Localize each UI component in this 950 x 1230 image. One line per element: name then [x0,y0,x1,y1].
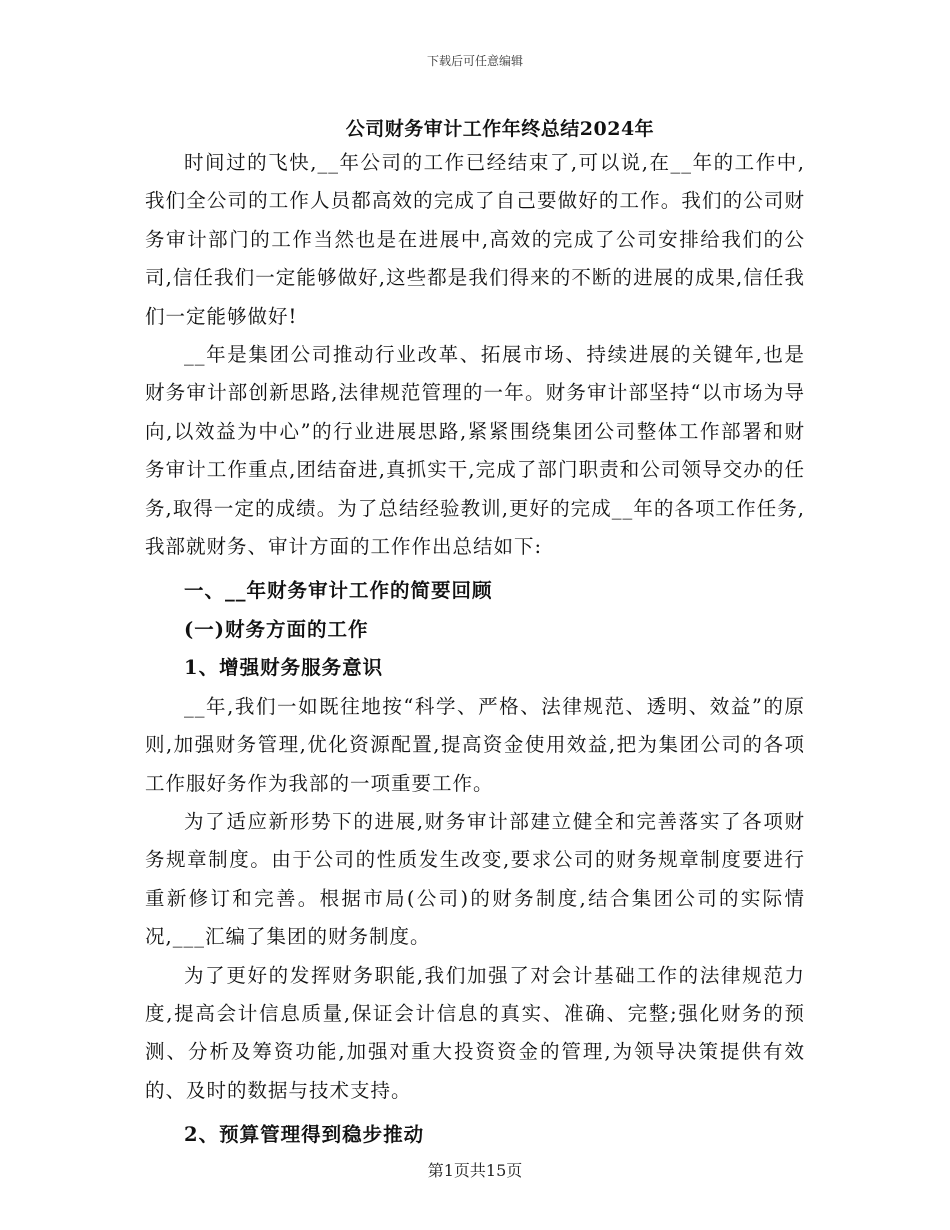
item-heading-budget-management: 2、预算管理得到稳步推动 [184,1123,425,1147]
accounting-quality-paragraph: 为了更好的发挥财务职能,我们加强了对会计基础工作的法律规范力度,提高会计信息质量,保证会计信息的真实、准确、完整;强化财务的预测、分析及筹资功能,加强对重大投资资金的管理,为领导决策提供有效的、及时的数据与技术支持。 [145,963,805,1102]
overview-paragraph: __年是集团公司推动行业改革、拓展市场、持续进展的关键年,也是财务审计部创新思路,法律规范管理的一年。财务审计部坚持“以市场为导向,以效益为中心”的行业进展思路,紧紧围绕集团公司整体工作部署和财务审计工作重点,团结奋进,真抓实干,完成了部门职责和公司领导交办的任务,取得一定的成绩。为了总结经验教训,更好的完成__年的各项工作任务,我部就财务、审计方面的工作作出总结如下: [145,343,805,559]
subsection-heading-finance: (一)财务方面的工作 [184,617,369,641]
regulations-paragraph: 为了适应新形势下的进展,财务审计部建立健全和完善落实了各项财务规章制度。由于公司的性质发生改变,要求公司的财务规章制度要进行重新修订和完善。根据市局(公司)的财务制度,结合集团公司的实际情况,___汇编了集团的财务制度。 [145,809,805,949]
document-title: 公司财务审计工作年终总结2024年 [345,118,655,140]
header-note: 下载后可任意编辑 [426,54,523,68]
intro-paragraph: 时间过的飞快,__年公司的工作已经结束了,可以说,在__年的工作中,我们全公司的工作人员都高效的完成了自己要做好的工作。我们的公司财务审计部门的工作当然也是在进展中,高效的完成了公司安排给我们的公司,信任我们一定能够做好,这些都是我们得来的不断的进展的成果,信任我们一定能够做好! [145,151,805,328]
service-principles-paragraph: __年,我们一如既往地按“科学、严格、法律规范、透明、效益”的原则,加强财务管理,优化资源配置,提高资金使用效益,把为集团公司的各项工作服好务作为我部的一项重要工作。 [145,694,805,795]
section-heading-review: 一、__年财务审计工作的简要回顾 [184,579,493,603]
item-heading-service-awareness: 1、增强财务服务意识 [184,656,384,680]
page-number-footer: 第1页共15页 [427,1161,523,1180]
document-body [145,144,805,1155]
